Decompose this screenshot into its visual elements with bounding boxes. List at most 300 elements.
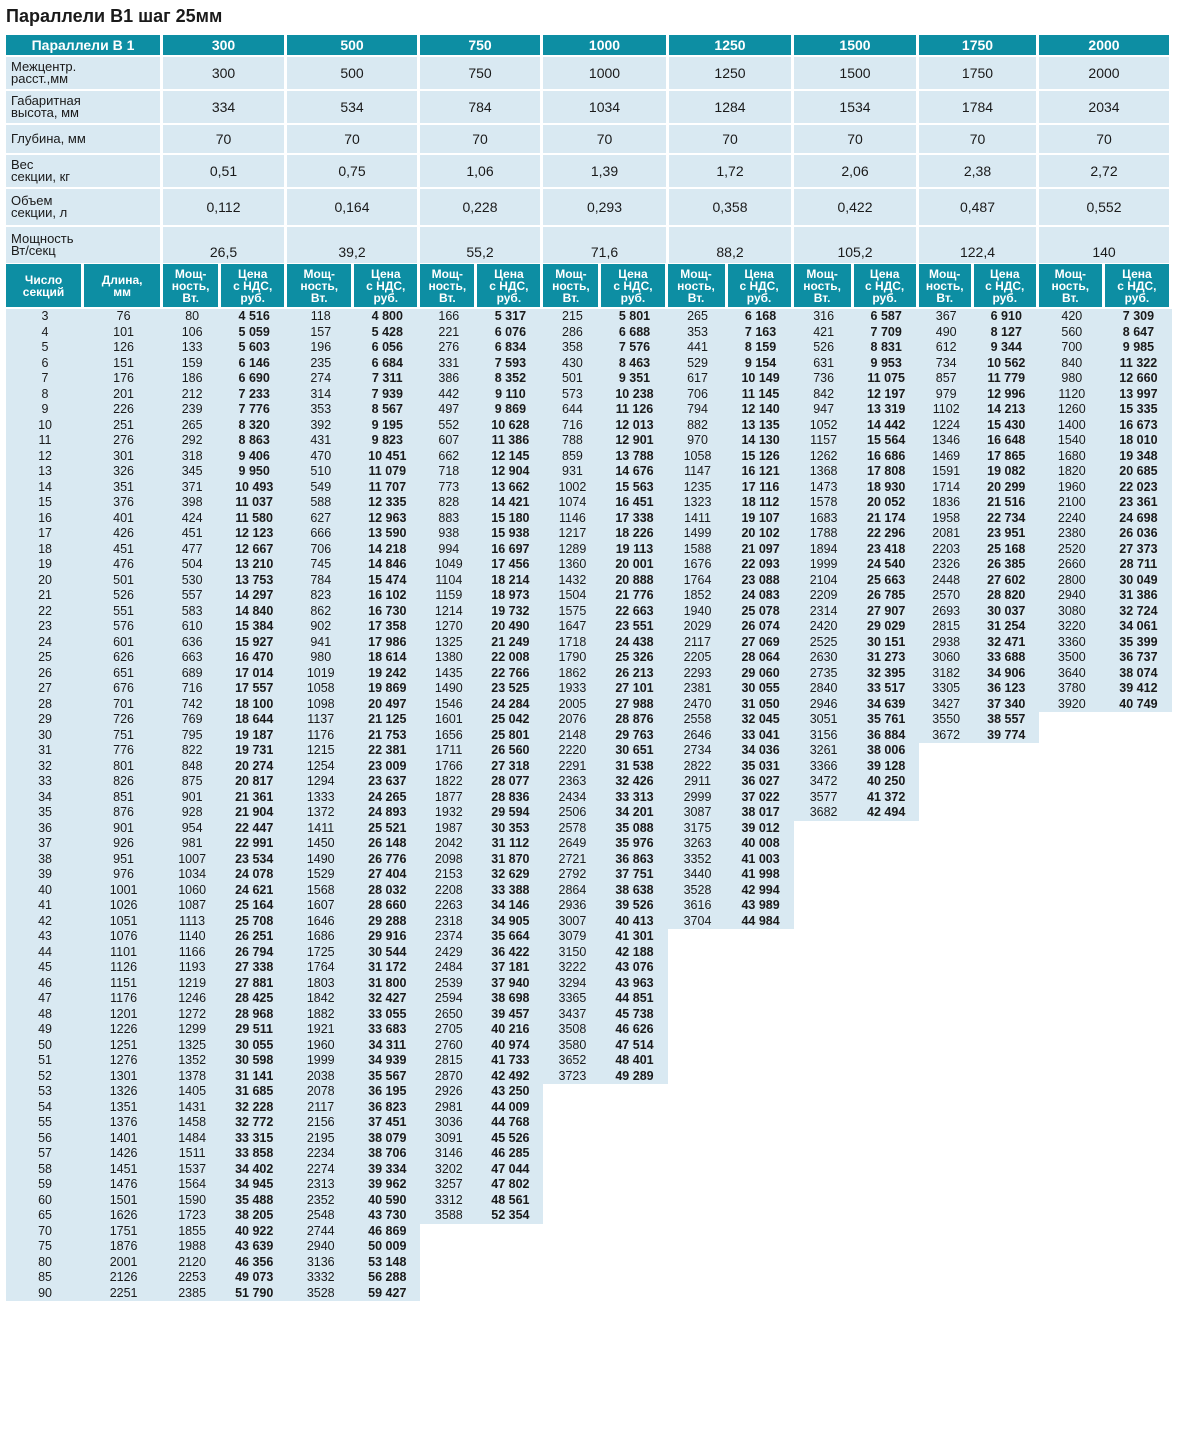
power-value: 2352 bbox=[287, 1193, 354, 1209]
price-value: 46 285 bbox=[477, 1146, 543, 1162]
power-value bbox=[919, 976, 974, 992]
power-value: 3312 bbox=[420, 1193, 477, 1209]
power-value: 1325 bbox=[163, 1038, 221, 1054]
price-value: 9 985 bbox=[1105, 340, 1172, 356]
power-value: 3682 bbox=[794, 805, 854, 821]
table-row bbox=[6, 774, 1172, 790]
price-value: 9 953 bbox=[854, 356, 919, 372]
price-value: 11 580 bbox=[221, 511, 287, 527]
power-value: 2646 bbox=[668, 728, 728, 744]
power-value bbox=[919, 1131, 974, 1147]
power-value bbox=[794, 1053, 854, 1069]
price-value: 35 488 bbox=[221, 1193, 287, 1209]
power-value: 166 bbox=[420, 309, 477, 325]
table-row bbox=[6, 402, 1172, 418]
section-count: 85 bbox=[6, 1270, 84, 1286]
power-value: 2314 bbox=[794, 604, 854, 620]
price-value: 25 708 bbox=[221, 914, 287, 930]
power-value: 3080 bbox=[1039, 604, 1105, 620]
power-value bbox=[794, 1177, 854, 1193]
power-value bbox=[1039, 1286, 1105, 1302]
table-row bbox=[6, 697, 1172, 713]
power-value bbox=[919, 1022, 974, 1038]
power-value: 3146 bbox=[420, 1146, 477, 1162]
power-value: 1432 bbox=[543, 573, 601, 589]
price-value bbox=[854, 821, 919, 837]
power-value bbox=[919, 759, 974, 775]
power-value: 2381 bbox=[668, 681, 728, 697]
power-value: 644 bbox=[543, 402, 601, 418]
price-value: 26 776 bbox=[354, 852, 420, 868]
power-value bbox=[919, 1193, 974, 1209]
power-value: 2650 bbox=[420, 1007, 477, 1023]
price-value: 11 779 bbox=[974, 371, 1039, 387]
power-header bbox=[794, 264, 854, 309]
price-value: 47 802 bbox=[477, 1177, 543, 1193]
section-count: 40 bbox=[6, 883, 84, 899]
price-value: 8 863 bbox=[221, 433, 287, 449]
section-count: 7 bbox=[6, 371, 84, 387]
power-value: 1002 bbox=[543, 480, 601, 496]
price-value bbox=[854, 1038, 919, 1054]
price-value bbox=[974, 1115, 1039, 1131]
price-value: 16 730 bbox=[354, 604, 420, 620]
power-header-line: Мощ- bbox=[174, 266, 207, 281]
length-value: 1326 bbox=[84, 1084, 163, 1100]
price-value: 20 299 bbox=[974, 480, 1039, 496]
power-value: 1235 bbox=[668, 480, 728, 496]
price-value: 13 319 bbox=[854, 402, 919, 418]
power-value bbox=[668, 1224, 728, 1240]
power-value bbox=[1039, 1053, 1105, 1069]
price-value bbox=[477, 1224, 543, 1240]
price-value: 34 639 bbox=[854, 697, 919, 713]
power-value bbox=[1039, 1224, 1105, 1240]
price-value: 35 399 bbox=[1105, 635, 1172, 651]
price-value: 26 213 bbox=[601, 666, 667, 682]
price-value: 11 075 bbox=[854, 371, 919, 387]
power-value: 2429 bbox=[420, 945, 477, 961]
section-count: 27 bbox=[6, 681, 84, 697]
price-value: 32 045 bbox=[728, 712, 794, 728]
power-value: 1723 bbox=[163, 1208, 221, 1224]
power-value: 1400 bbox=[1039, 418, 1105, 434]
price-value: 12 667 bbox=[221, 542, 287, 558]
price-value: 44 768 bbox=[477, 1115, 543, 1131]
power-value bbox=[794, 836, 854, 852]
price-value bbox=[728, 1084, 794, 1100]
model-header: 500 bbox=[287, 35, 420, 57]
power-value: 901 bbox=[163, 790, 221, 806]
section-count: 20 bbox=[6, 573, 84, 589]
power-value: 530 bbox=[163, 573, 221, 589]
power-header-line: ность, bbox=[803, 278, 841, 293]
price-value: 33 055 bbox=[354, 1007, 420, 1023]
power-value: 1999 bbox=[287, 1053, 354, 1069]
price-value: 33 315 bbox=[221, 1131, 287, 1147]
section-count: 51 bbox=[6, 1053, 84, 1069]
length-value: 501 bbox=[84, 573, 163, 589]
table-row bbox=[6, 1208, 1172, 1224]
spec-value: 1284 bbox=[669, 91, 794, 125]
power-value bbox=[919, 1270, 974, 1286]
price-value: 33 688 bbox=[974, 650, 1039, 666]
section-count: 26 bbox=[6, 666, 84, 682]
power-value: 612 bbox=[919, 340, 974, 356]
price-header-line: руб. bbox=[373, 290, 399, 305]
price-value: 23 088 bbox=[728, 573, 794, 589]
price-value: 22 734 bbox=[974, 511, 1039, 527]
length-value: 1476 bbox=[84, 1177, 163, 1193]
spec-value: 1,39 bbox=[543, 155, 669, 189]
price-value bbox=[1105, 867, 1172, 883]
power-value: 980 bbox=[287, 650, 354, 666]
power-value bbox=[794, 821, 854, 837]
price-value: 17 865 bbox=[974, 449, 1039, 465]
spec-label-line: Мощность bbox=[11, 231, 74, 246]
price-value: 20 274 bbox=[221, 759, 287, 775]
table-row bbox=[6, 1100, 1172, 1116]
price-value bbox=[974, 1270, 1039, 1286]
power-value bbox=[543, 1270, 601, 1286]
price-value bbox=[974, 1193, 1039, 1209]
section-count: 36 bbox=[6, 821, 84, 837]
power-value: 2326 bbox=[919, 557, 974, 573]
table-row bbox=[6, 619, 1172, 635]
spec-value: 1000 bbox=[543, 57, 669, 91]
price-header bbox=[1105, 264, 1172, 309]
power-header bbox=[919, 264, 974, 309]
power-value: 1435 bbox=[420, 666, 477, 682]
price-value bbox=[854, 929, 919, 945]
spec-value: 0,293 bbox=[543, 189, 669, 227]
price-value: 32 395 bbox=[854, 666, 919, 682]
power-value: 1214 bbox=[420, 604, 477, 620]
power-value: 700 bbox=[1039, 340, 1105, 356]
power-value: 1294 bbox=[287, 774, 354, 790]
price-value bbox=[1105, 712, 1172, 728]
price-value: 20 052 bbox=[854, 495, 919, 511]
price-value: 30 651 bbox=[601, 743, 667, 759]
price-value: 45 526 bbox=[477, 1131, 543, 1147]
power-value: 706 bbox=[287, 542, 354, 558]
price-header-line: с НДС, bbox=[233, 278, 273, 293]
price-value bbox=[974, 774, 1039, 790]
price-value: 36 823 bbox=[354, 1100, 420, 1116]
price-value bbox=[728, 976, 794, 992]
power-value: 3257 bbox=[420, 1177, 477, 1193]
price-value: 25 326 bbox=[601, 650, 667, 666]
power-value bbox=[543, 1177, 601, 1193]
price-value: 19 732 bbox=[477, 604, 543, 620]
price-value: 29 288 bbox=[354, 914, 420, 930]
power-value: 1601 bbox=[420, 712, 477, 728]
power-value bbox=[794, 991, 854, 1007]
price-value: 42 188 bbox=[601, 945, 667, 961]
power-value: 1788 bbox=[794, 526, 854, 542]
price-value: 12 963 bbox=[354, 511, 420, 527]
price-value: 11 322 bbox=[1105, 356, 1172, 372]
power-value: 2938 bbox=[919, 635, 974, 651]
power-header-line: Мощ- bbox=[431, 266, 464, 281]
power-value bbox=[543, 1100, 601, 1116]
price-value: 33 041 bbox=[728, 728, 794, 744]
price-value: 42 994 bbox=[728, 883, 794, 899]
table-row bbox=[6, 867, 1172, 883]
price-value: 22 296 bbox=[854, 526, 919, 542]
price-value bbox=[1105, 790, 1172, 806]
power-value: 331 bbox=[420, 356, 477, 372]
price-value: 19 187 bbox=[221, 728, 287, 744]
price-value: 32 228 bbox=[221, 1100, 287, 1116]
power-value: 235 bbox=[287, 356, 354, 372]
price-value: 24 540 bbox=[854, 557, 919, 573]
length-value: 376 bbox=[84, 495, 163, 511]
price-value: 14 213 bbox=[974, 402, 1039, 418]
spec-value: 1,06 bbox=[420, 155, 543, 189]
price-value bbox=[601, 1100, 667, 1116]
power-value bbox=[668, 1007, 728, 1023]
price-value: 35 761 bbox=[854, 712, 919, 728]
price-value: 25 042 bbox=[477, 712, 543, 728]
power-value: 3007 bbox=[543, 914, 601, 930]
power-value bbox=[668, 1053, 728, 1069]
price-value: 27 101 bbox=[601, 681, 667, 697]
power-value: 2800 bbox=[1039, 573, 1105, 589]
power-value: 1176 bbox=[287, 728, 354, 744]
price-value: 15 180 bbox=[477, 511, 543, 527]
price-value: 26 251 bbox=[221, 929, 287, 945]
price-value: 24 438 bbox=[601, 635, 667, 651]
power-value bbox=[919, 1286, 974, 1302]
power-value: 2313 bbox=[287, 1177, 354, 1193]
table-row bbox=[6, 511, 1172, 527]
power-value: 1484 bbox=[163, 1131, 221, 1147]
price-value: 31 800 bbox=[354, 976, 420, 992]
power-value: 358 bbox=[543, 340, 601, 356]
power-value: 2911 bbox=[668, 774, 728, 790]
price-value bbox=[1105, 929, 1172, 945]
power-value bbox=[919, 790, 974, 806]
length-value: 176 bbox=[84, 371, 163, 387]
section-count: 6 bbox=[6, 356, 84, 372]
table-row bbox=[6, 883, 1172, 899]
price-value: 6 910 bbox=[974, 309, 1039, 325]
length-value: 251 bbox=[84, 418, 163, 434]
price-value: 28 876 bbox=[601, 712, 667, 728]
table-row bbox=[6, 588, 1172, 604]
price-value: 43 250 bbox=[477, 1084, 543, 1100]
length-value: 776 bbox=[84, 743, 163, 759]
power-value bbox=[1039, 1084, 1105, 1100]
power-value: 794 bbox=[668, 402, 728, 418]
power-value: 1217 bbox=[543, 526, 601, 542]
price-value: 27 602 bbox=[974, 573, 1039, 589]
price-value: 14 218 bbox=[354, 542, 420, 558]
model-header: 1750 bbox=[919, 35, 1039, 57]
price-body bbox=[6, 309, 1172, 1301]
price-header-line: руб. bbox=[992, 290, 1018, 305]
price-value: 12 145 bbox=[477, 449, 543, 465]
power-value: 1711 bbox=[420, 743, 477, 759]
price-value: 14 676 bbox=[601, 464, 667, 480]
price-value: 16 451 bbox=[601, 495, 667, 511]
price-value: 40 008 bbox=[728, 836, 794, 852]
length-value: 326 bbox=[84, 464, 163, 480]
power-value bbox=[794, 914, 854, 930]
price-header-line: Цена bbox=[371, 266, 401, 281]
power-value: 1490 bbox=[287, 852, 354, 868]
price-value bbox=[1105, 1286, 1172, 1302]
power-value: 196 bbox=[287, 340, 354, 356]
spec-value: 70 bbox=[919, 125, 1039, 155]
price-value: 33 517 bbox=[854, 681, 919, 697]
price-value bbox=[1105, 1239, 1172, 1255]
price-value bbox=[728, 1038, 794, 1054]
power-value bbox=[1039, 1193, 1105, 1209]
power-value bbox=[1039, 991, 1105, 1007]
power-value: 1060 bbox=[163, 883, 221, 899]
price-value: 23 551 bbox=[601, 619, 667, 635]
length-value: 101 bbox=[84, 325, 163, 341]
table-row bbox=[6, 1022, 1172, 1038]
spec-row bbox=[6, 227, 1172, 265]
power-value: 286 bbox=[543, 325, 601, 341]
price-value: 29 060 bbox=[728, 666, 794, 682]
price-value bbox=[728, 991, 794, 1007]
price-value bbox=[974, 1131, 1039, 1147]
power-value: 431 bbox=[287, 433, 354, 449]
power-value: 2735 bbox=[794, 666, 854, 682]
power-value bbox=[794, 1069, 854, 1085]
power-value: 2506 bbox=[543, 805, 601, 821]
table-row bbox=[6, 371, 1172, 387]
price-value bbox=[854, 945, 919, 961]
power-value: 2936 bbox=[543, 898, 601, 914]
price-value bbox=[601, 1131, 667, 1147]
power-value: 3616 bbox=[668, 898, 728, 914]
price-value: 13 210 bbox=[221, 557, 287, 573]
price-value: 6 834 bbox=[477, 340, 543, 356]
table-row bbox=[6, 387, 1172, 403]
power-value: 3580 bbox=[543, 1038, 601, 1054]
power-value: 1591 bbox=[919, 464, 974, 480]
power-header-line: Вт. bbox=[562, 290, 580, 305]
price-value: 34 061 bbox=[1105, 619, 1172, 635]
price-value: 18 614 bbox=[354, 650, 420, 666]
price-value: 6 684 bbox=[354, 356, 420, 372]
spec-label-line: высота, мм bbox=[11, 105, 79, 120]
price-value: 16 102 bbox=[354, 588, 420, 604]
power-value: 2815 bbox=[420, 1053, 477, 1069]
power-header-line: ность, bbox=[1051, 278, 1090, 293]
power-header-line: Мощ- bbox=[1054, 266, 1087, 281]
section-count: 59 bbox=[6, 1177, 84, 1193]
price-value: 6 146 bbox=[221, 356, 287, 372]
table-row bbox=[6, 309, 1172, 325]
price-value bbox=[601, 1193, 667, 1209]
power-value bbox=[543, 1193, 601, 1209]
power-value: 840 bbox=[1039, 356, 1105, 372]
price-value bbox=[1105, 1208, 1172, 1224]
price-value bbox=[728, 1131, 794, 1147]
table-row bbox=[6, 836, 1172, 852]
power-value: 3577 bbox=[794, 790, 854, 806]
power-value: 265 bbox=[163, 418, 221, 434]
price-value bbox=[854, 914, 919, 930]
price-value bbox=[1105, 743, 1172, 759]
power-value bbox=[794, 1162, 854, 1178]
power-value: 3220 bbox=[1039, 619, 1105, 635]
price-value: 28 836 bbox=[477, 790, 543, 806]
price-value bbox=[728, 1146, 794, 1162]
length-value: 1151 bbox=[84, 976, 163, 992]
price-value: 18 214 bbox=[477, 573, 543, 589]
price-value bbox=[974, 1007, 1039, 1023]
power-value: 1166 bbox=[163, 945, 221, 961]
length-value: 651 bbox=[84, 666, 163, 682]
power-value: 441 bbox=[668, 340, 728, 356]
price-value: 27 069 bbox=[728, 635, 794, 651]
power-value: 1714 bbox=[919, 480, 974, 496]
price-header-line: с НДС, bbox=[1117, 278, 1157, 293]
power-value: 1921 bbox=[287, 1022, 354, 1038]
power-value: 2240 bbox=[1039, 511, 1105, 527]
price-value: 6 690 bbox=[221, 371, 287, 387]
power-value bbox=[919, 991, 974, 1007]
price-value: 11 707 bbox=[354, 480, 420, 496]
price-value: 24 078 bbox=[221, 867, 287, 883]
power-value: 2209 bbox=[794, 588, 854, 604]
price-value: 38 017 bbox=[728, 805, 794, 821]
price-value bbox=[1105, 960, 1172, 976]
price-value: 30 151 bbox=[854, 635, 919, 651]
price-value: 7 709 bbox=[854, 325, 919, 341]
price-value: 41 003 bbox=[728, 852, 794, 868]
power-value: 118 bbox=[287, 309, 354, 325]
power-value: 859 bbox=[543, 449, 601, 465]
spec-label-line: расст.,мм bbox=[11, 71, 69, 86]
power-value: 1529 bbox=[287, 867, 354, 883]
power-value: 1219 bbox=[163, 976, 221, 992]
power-value: 1113 bbox=[163, 914, 221, 930]
power-header-line: ность, bbox=[925, 278, 964, 293]
power-value: 2999 bbox=[668, 790, 728, 806]
spec-value: 70 bbox=[287, 125, 420, 155]
price-value: 39 012 bbox=[728, 821, 794, 837]
power-value: 2042 bbox=[420, 836, 477, 852]
table-row bbox=[6, 418, 1172, 434]
price-value: 18 973 bbox=[477, 588, 543, 604]
price-value: 5 801 bbox=[601, 309, 667, 325]
power-value bbox=[919, 1007, 974, 1023]
price-value: 48 401 bbox=[601, 1053, 667, 1069]
power-value: 421 bbox=[794, 325, 854, 341]
length-value: 626 bbox=[84, 650, 163, 666]
price-value: 27 881 bbox=[221, 976, 287, 992]
power-value: 3723 bbox=[543, 1069, 601, 1085]
power-value: 106 bbox=[163, 325, 221, 341]
price-value: 38 698 bbox=[477, 991, 543, 1007]
price-value: 21 516 bbox=[974, 495, 1039, 511]
power-value: 902 bbox=[287, 619, 354, 635]
power-value: 1411 bbox=[668, 511, 728, 527]
price-value: 35 088 bbox=[601, 821, 667, 837]
power-value: 159 bbox=[163, 356, 221, 372]
price-value bbox=[854, 1239, 919, 1255]
price-header-line: Цена bbox=[869, 266, 900, 281]
power-value bbox=[794, 898, 854, 914]
